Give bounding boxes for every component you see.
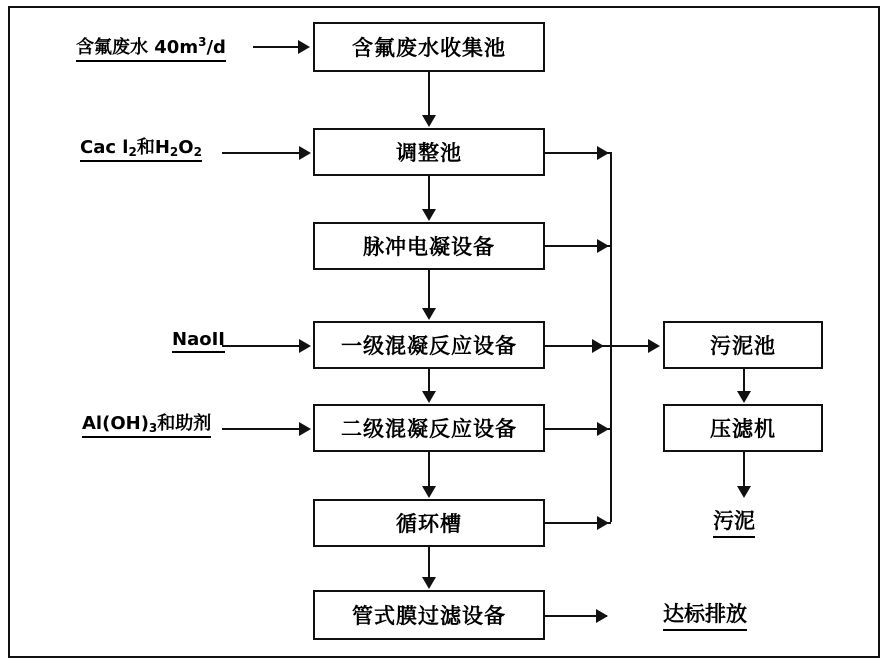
node-adjust: 调整池: [313, 128, 545, 176]
edge-influent-collect: [253, 46, 299, 48]
edge-circulate-membrane: [428, 547, 430, 578]
arrowhead-coag2-circulate: [422, 486, 436, 498]
arrowhead-pulse-coag1: [422, 308, 436, 320]
arrowhead-coag1-coag2: [422, 391, 436, 403]
arrowhead-coag2-bus: [597, 422, 609, 436]
sludge-bus-line: [610, 152, 612, 345]
edge-cacl2-adjust: [222, 152, 300, 154]
edge-aloh3-coag2: [222, 428, 300, 430]
sludge-bus-line-lower: [610, 345, 612, 522]
edge-collect-adjust: [428, 72, 430, 116]
edge-bus-sludge: [610, 345, 650, 347]
arrowhead-collect-adjust: [422, 115, 436, 127]
node-sludge: 污泥池: [663, 321, 823, 369]
node-circulate: 循环槽: [313, 499, 545, 547]
arrowhead-aloh3-coag2: [299, 422, 311, 436]
input-label-cacl2: Cac $l_2$和$H_2O_2$: [80, 133, 202, 162]
node-membrane: 管式膜过滤设备: [313, 590, 545, 640]
arrowhead-coag1-bus: [592, 339, 604, 353]
arrowhead-adjust-bus: [597, 146, 609, 160]
arrowhead-cacl2-adjust: [299, 146, 311, 160]
arrowhead-adjust-pulse: [422, 209, 436, 221]
edge-naoh-coag1: [222, 345, 300, 347]
edge-coag2-circulate: [428, 452, 430, 487]
node-collect: 含氟废水收集池: [313, 22, 545, 72]
output-label-sludge: 污泥: [713, 505, 755, 538]
arrowhead-naoh-coag1: [299, 339, 311, 353]
output-label-discharge: 达标排放: [663, 598, 747, 631]
arrowhead-circulate-membrane: [422, 577, 436, 589]
input-label-naoh: NaoII: [172, 329, 225, 353]
edge-adjust-pulse: [428, 176, 430, 210]
arrowhead-pulse-bus: [597, 239, 609, 253]
edge-coag1-coag2: [428, 369, 430, 392]
edge-pulse-coag1: [428, 270, 430, 309]
input-label-aloh3: $Al(OH)_3$和助剂: [82, 409, 211, 438]
node-press: 压滤机: [663, 404, 823, 452]
arrowhead-circulate-bus: [597, 516, 609, 530]
arrowhead-bus-sludge: [648, 339, 660, 353]
arrowhead-sludge-press: [737, 391, 751, 403]
node-coag1: 一级混凝反应设备: [313, 321, 545, 369]
node-pulse: 脉冲电凝设备: [313, 222, 545, 270]
arrowhead-influent-collect: [298, 40, 310, 54]
node-coag2: 二级混凝反应设备: [313, 404, 545, 452]
edge-sludge-press: [743, 369, 745, 392]
arrowhead-press-sludgeout: [737, 486, 751, 498]
input-label-influent: 含氟废水 $40m^3/d$: [76, 33, 226, 62]
arrowhead-membrane-discharge: [596, 609, 608, 623]
edge-press-sludgeout: [743, 452, 745, 487]
